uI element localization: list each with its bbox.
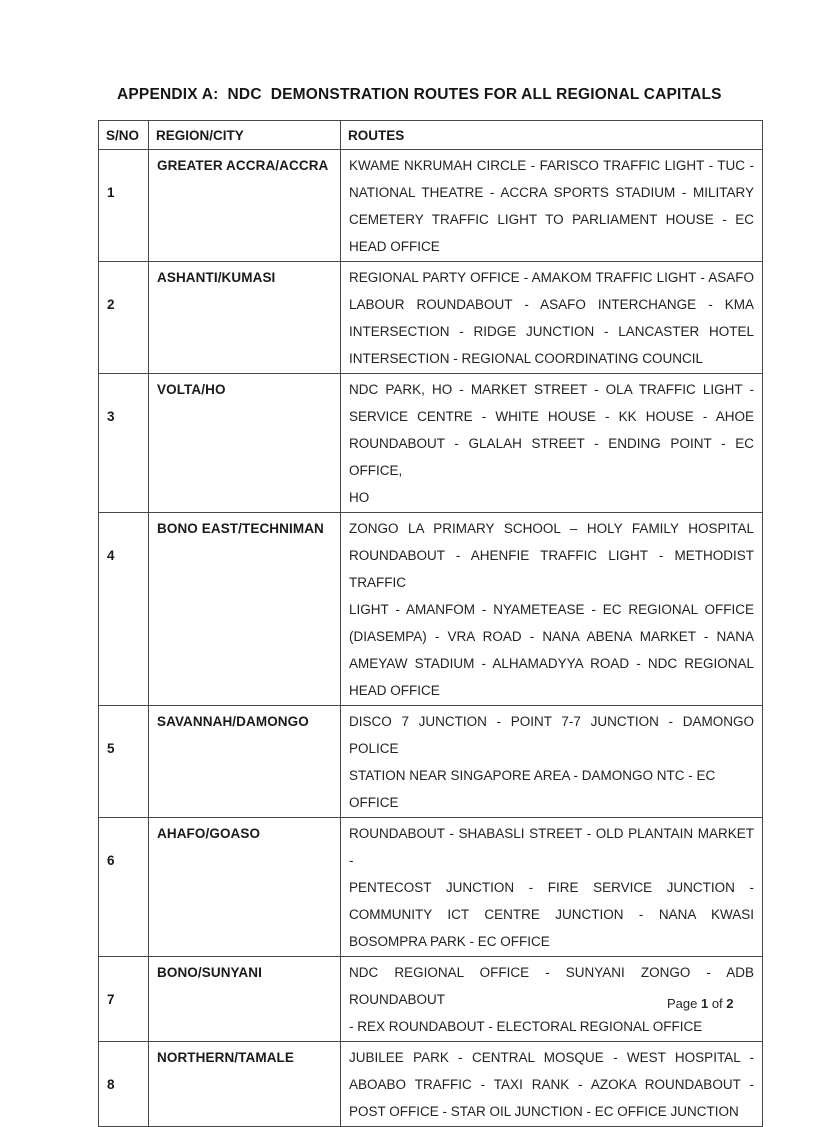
cell-sno: 8 bbox=[99, 1042, 149, 1127]
table-row bbox=[99, 513, 763, 706]
route-line: LABOUR ROUNDABOUT - ASAFO INTERCHANGE - KMA bbox=[349, 297, 754, 312]
footer-total-pages: 2 bbox=[726, 996, 734, 1011]
table-row bbox=[99, 706, 763, 818]
footer-page-label: Page bbox=[667, 996, 701, 1011]
cell-routes bbox=[341, 818, 763, 957]
route-line: (DIASEMPA) - VRA ROAD - NANA ABENA MARKET - NANA bbox=[349, 629, 754, 644]
route-line: BOSOMPRA PARK - EC OFFICE bbox=[349, 934, 550, 949]
route-line: POST OFFICE - STAR OIL JUNCTION - EC OFFICE JUNCTION bbox=[349, 1104, 739, 1119]
cell-region-city: BONO EAST/TECHNIMAN bbox=[149, 513, 341, 706]
routes-table-body bbox=[99, 150, 763, 1127]
column-header-routes: ROUTES bbox=[341, 121, 763, 150]
cell-region-city: SAVANNAH/DAMONGO bbox=[149, 706, 341, 818]
cell-sno: 4 bbox=[99, 513, 149, 706]
table-row bbox=[99, 1042, 763, 1127]
route-line: DISCO 7 JUNCTION - POINT 7-7 JUNCTION - DAMONGO POLICE bbox=[349, 714, 754, 756]
cell-sno: 2 bbox=[99, 262, 149, 374]
route-line: INTERSECTION - RIDGE JUNCTION - LANCASTER HOTEL bbox=[349, 324, 754, 339]
route-line: SERVICE CENTRE - WHITE HOUSE - KK HOUSE - AHOE bbox=[349, 409, 754, 424]
page-title: APPENDIX A: NDC DEMONSTRATION ROUTES FOR ALL REGIONAL CAPITALS bbox=[117, 86, 722, 103]
column-header-region-city: REGION/CITY bbox=[149, 121, 341, 150]
cell-routes bbox=[341, 706, 763, 818]
route-line: CEMETERY TRAFFIC LIGHT TO PARLIAMENT HOUSE - EC bbox=[349, 212, 754, 227]
cell-region-city: BONO/SUNYANI bbox=[149, 957, 341, 1042]
route-line: ABOABO TRAFFIC - TAXI RANK - AZOKA ROUNDABOUT - bbox=[349, 1077, 754, 1092]
table-row bbox=[99, 150, 763, 262]
cell-sno: 7 bbox=[99, 957, 149, 1042]
cell-sno: 6 bbox=[99, 818, 149, 957]
route-line: ZONGO LA PRIMARY SCHOOL – HOLY FAMILY HOSPITAL bbox=[349, 521, 754, 536]
route-line: AMEYAW STADIUM - ALHAMADYYA ROAD - NDC REGIONAL bbox=[349, 656, 754, 671]
cell-sno: 5 bbox=[99, 706, 149, 818]
footer-of-label: of bbox=[708, 996, 727, 1011]
table-row bbox=[99, 818, 763, 957]
cell-routes bbox=[341, 374, 763, 513]
cell-sno: 1 bbox=[99, 150, 149, 262]
table-row bbox=[99, 374, 763, 513]
cell-region-city: AHAFO/GOASO bbox=[149, 818, 341, 957]
cell-sno: 3 bbox=[99, 374, 149, 513]
route-line: ROUNDABOUT - AHENFIE TRAFFIC LIGHT - METHODIST TRAFFIC bbox=[349, 548, 754, 590]
route-line: INTERSECTION - REGIONAL COORDINATING COUNCIL bbox=[349, 351, 704, 366]
route-line: HEAD OFFICE bbox=[349, 239, 440, 254]
route-line: COMMUNITY ICT CENTRE JUNCTION - NANA KWASI bbox=[349, 907, 754, 922]
route-line: NDC REGIONAL OFFICE - SUNYANI ZONGO - ADB ROUNDABOUT bbox=[349, 965, 754, 1007]
route-line: JUBILEE PARK - CENTRAL MOSQUE - WEST HOSPITAL - bbox=[349, 1050, 754, 1065]
route-line: NDC PARK, HO - MARKET STREET - OLA TRAFFIC LIGHT - bbox=[349, 382, 754, 397]
cell-region-city: VOLTA/HO bbox=[149, 374, 341, 513]
route-line: KWAME NKRUMAH CIRCLE - FARISCO TRAFFIC LIGHT - TUC - bbox=[349, 158, 754, 173]
table-row bbox=[99, 262, 763, 374]
footer-page-number: 1 bbox=[700, 996, 709, 1011]
route-line: ROUNDABOUT - SHABASLI STREET - OLD PLANTAIN MARKET - bbox=[349, 826, 754, 868]
cell-region-city: ASHANTI/KUMASI bbox=[149, 262, 341, 374]
cell-routes bbox=[341, 150, 763, 262]
routes-table bbox=[98, 120, 763, 1127]
cell-routes bbox=[341, 513, 763, 706]
table-row bbox=[99, 957, 763, 1042]
column-header-sno: S/NO bbox=[99, 121, 149, 150]
route-line: REGIONAL PARTY OFFICE - AMAKOM TRAFFIC LIGHT - ASAFO bbox=[349, 270, 754, 285]
cell-region-city: GREATER ACCRA/ACCRA bbox=[149, 150, 341, 262]
cell-routes bbox=[341, 1042, 763, 1127]
cell-region-city: NORTHERN/TAMALE bbox=[149, 1042, 341, 1127]
route-line: HO bbox=[349, 490, 370, 505]
route-line: STATION NEAR SINGAPORE AREA - DAMONGO NTC - EC OFFICE bbox=[349, 768, 716, 810]
route-line: NATIONAL THEATRE - ACCRA SPORTS STADIUM - MILITARY bbox=[349, 185, 754, 200]
table-header-row bbox=[99, 121, 763, 150]
route-line: ROUNDABOUT - GLALAH STREET - ENDING POINT - EC OFFICE, bbox=[349, 436, 754, 478]
route-line: LIGHT - AMANFOM - NYAMETEASE - EC REGIONAL OFFICE bbox=[349, 602, 754, 617]
route-line: - REX ROUNDABOUT - ELECTORAL REGIONAL OFFICE bbox=[349, 1019, 703, 1034]
route-line: HEAD OFFICE bbox=[349, 683, 440, 698]
cell-routes bbox=[341, 262, 763, 374]
route-line: PENTECOST JUNCTION - FIRE SERVICE JUNCTION - bbox=[349, 880, 754, 895]
page-footer bbox=[667, 996, 734, 1011]
